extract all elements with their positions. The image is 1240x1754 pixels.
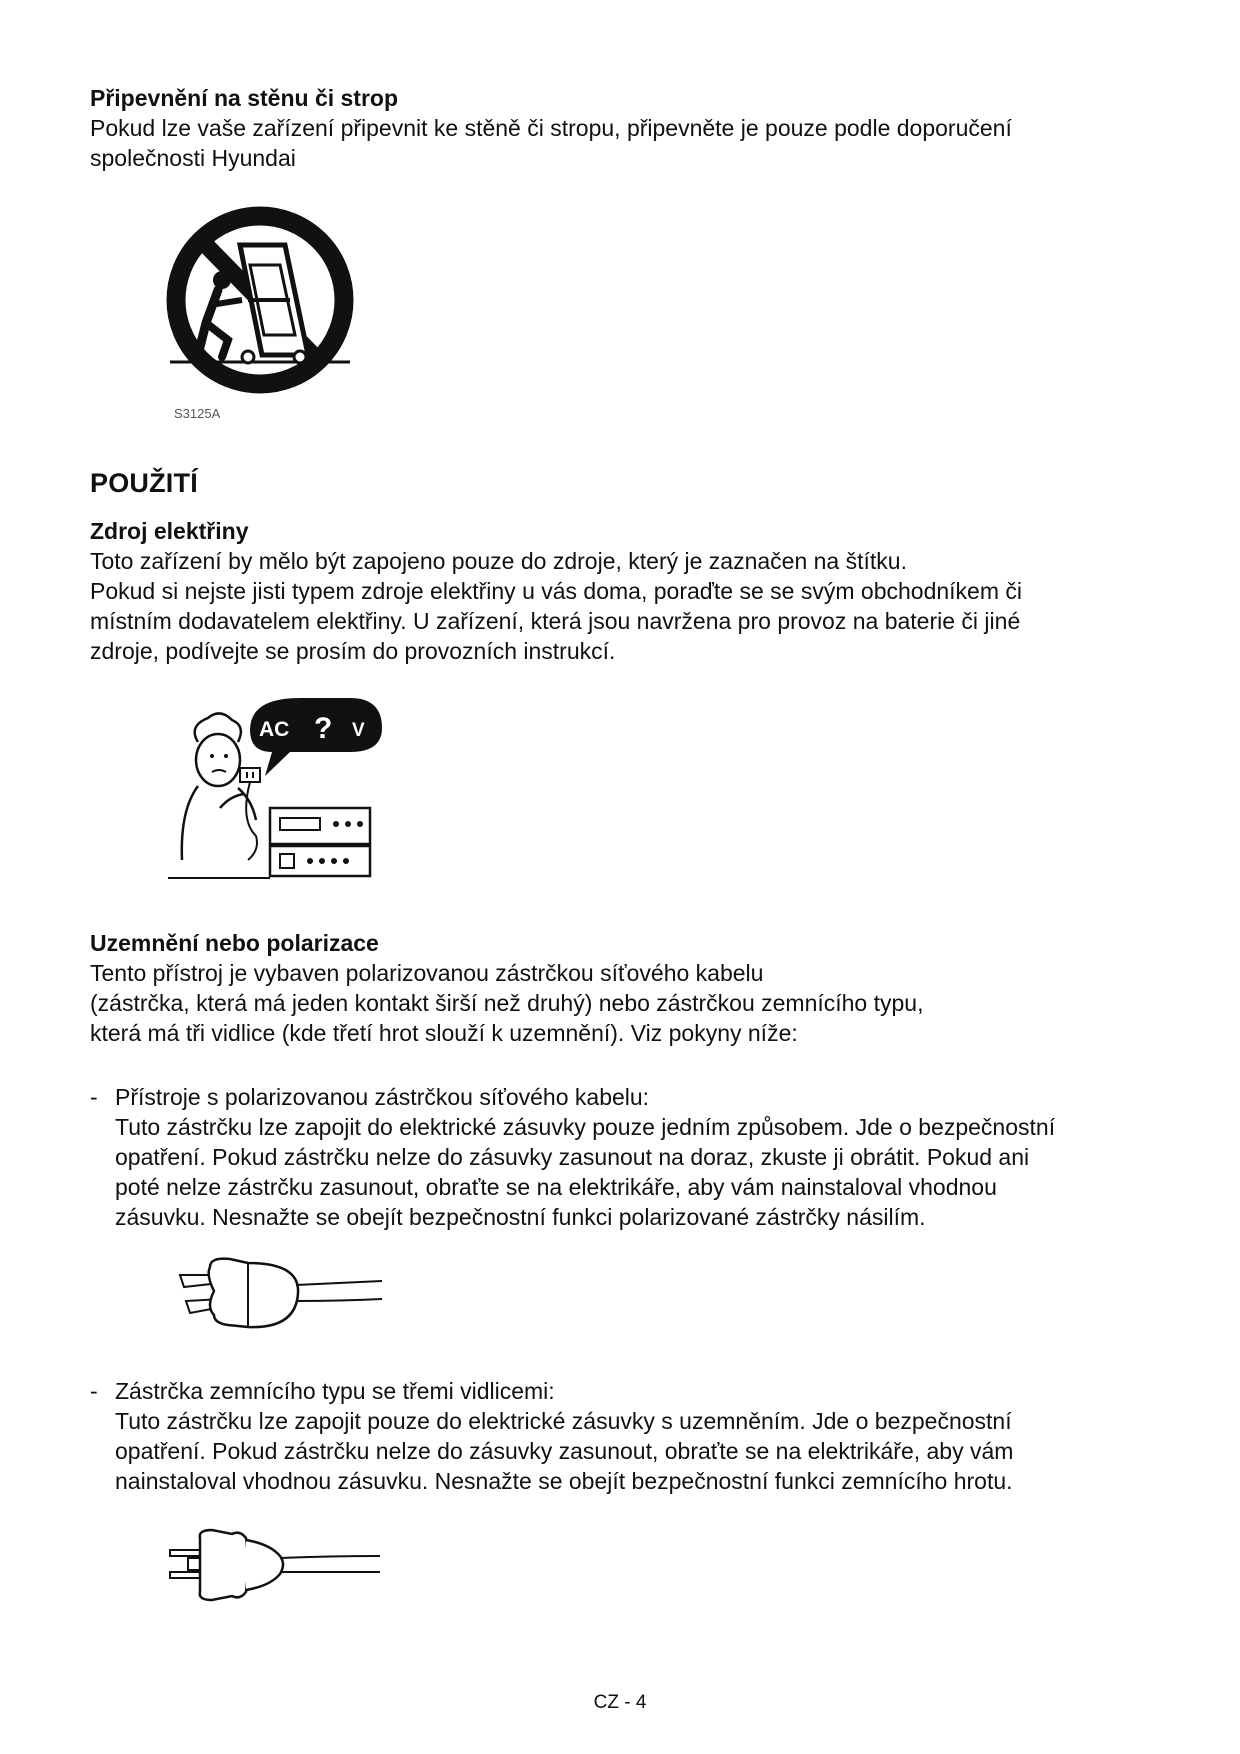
page-number: CZ - 4 bbox=[593, 1692, 647, 1713]
wall-mount-heading: Připevnění na stěnu či strop bbox=[90, 85, 399, 111]
power-source-line-3: místním dodavatelem elektřiny. U zařízení, která jsou navržena pro provoz na baterie či jiné bbox=[90, 608, 1021, 634]
power-source-heading: Zdroj elektřiny bbox=[90, 518, 249, 544]
cart-warning-icon bbox=[150, 205, 380, 430]
bullet-title: Zástrčka zemnícího typu se třemi vidlicemi: bbox=[115, 1378, 555, 1404]
bullet-line: nainstaloval vhodnou zásuvku. Nesnažte se obejít bezpečnostní funkci zemnícího hrotu. bbox=[115, 1468, 1013, 1494]
bubble-v: V bbox=[352, 720, 365, 741]
wall-mount-section bbox=[90, 83, 1170, 173]
power-source-line-2: Pokud si nejste jisti typem zdroje elektřiny u vás doma, poraďte se se svým obchodníkem či bbox=[90, 578, 1022, 604]
list-item bbox=[90, 1376, 1190, 1496]
grounding-heading: Uzemnění nebo polarizace bbox=[90, 930, 379, 956]
bullet-line: Tuto zástrčku lze zapojit pouze do elektrické zásuvky s uzemněním. Jde o bezpečnostní bbox=[115, 1408, 1012, 1434]
bubble-question: ? bbox=[314, 712, 333, 745]
power-source-line-1: Toto zařízení by mělo být zapojeno pouze do zdroje, který je zaznačen na štítku. bbox=[90, 548, 907, 574]
power-source-section bbox=[90, 516, 1170, 666]
bullet-dash: - bbox=[90, 1084, 98, 1110]
grounded-plug-icon bbox=[160, 1520, 390, 1610]
bullet-line: zásuvku. Nesnažte se obejít bezpečnostní funkci polarizované zástrčky násilím. bbox=[115, 1204, 926, 1230]
bullet-line: opatření. Pokud zástrčku nelze do zásuvky zasunout na doraz, zkuste ji obrátit. Pokud ani bbox=[115, 1144, 1030, 1170]
bullet-line: opatření. Pokud zástrčku nelze do zásuvky zasunout, obraťte se na elektrikáře, aby vám bbox=[115, 1438, 1014, 1464]
wall-mount-line-1: Pokud lze vaše zařízení připevnit ke stěně či stropu, připevněte je pouze podle doporučení bbox=[90, 115, 1012, 141]
wall-mount-line-2: společnosti Hyundai bbox=[90, 145, 296, 171]
bullet-line: Tuto zástrčku lze zapojit do elektrické zásuvky pouze jedním způsobem. Jde o bezpečnostní bbox=[115, 1114, 1056, 1140]
grounding-section bbox=[90, 928, 1170, 1048]
list-item bbox=[90, 1082, 1190, 1232]
polarized-plug-icon bbox=[170, 1245, 390, 1340]
usage-title: POUŽITÍ bbox=[90, 468, 198, 498]
grounding-line-2: (zástrčka, která má jeden kontakt širší než druhý) nebo zástrčkou zemnícího typu, bbox=[90, 990, 924, 1016]
voltage-question-icon bbox=[160, 690, 390, 890]
cart-figure-code: S3125A bbox=[174, 406, 221, 421]
bullet-dash: - bbox=[90, 1378, 98, 1404]
bubble-ac: AC bbox=[259, 718, 290, 741]
bullet-line: poté nelze zástrčku zasunout, obraťte se na elektrikáře, aby vám nainstaloval vhodnou bbox=[115, 1174, 997, 1200]
grounding-line-1: Tento přístroj je vybaven polarizovanou zástrčkou síťového kabelu bbox=[90, 960, 764, 986]
grounding-line-3: která má tři vidlice (kde třetí hrot slouží k uzemnění). Viz pokyny níže: bbox=[90, 1020, 798, 1046]
power-source-line-4: zdroje, podívejte se prosím do provozních instrukcí. bbox=[90, 638, 616, 664]
bullet-title: Přístroje s polarizovanou zástrčkou síťového kabelu: bbox=[115, 1084, 650, 1110]
